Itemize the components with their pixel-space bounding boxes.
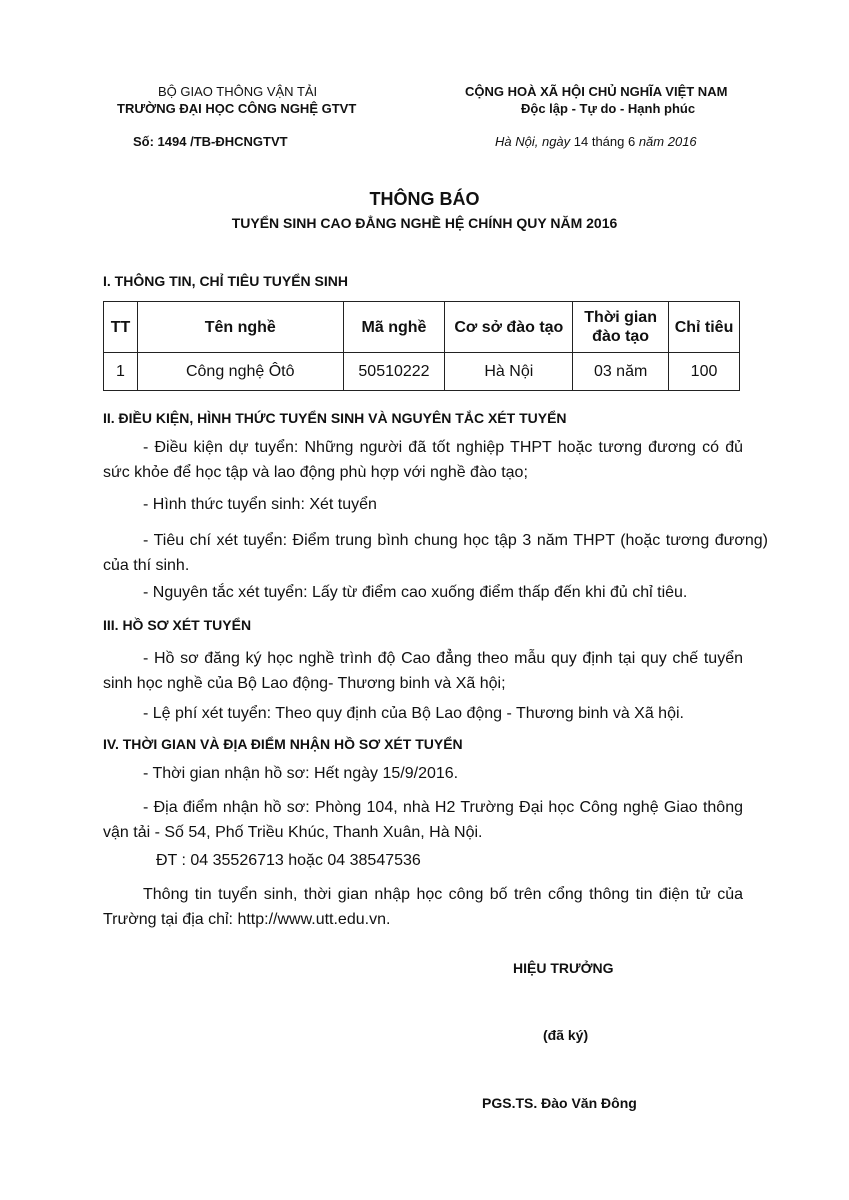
application-fee: - Lệ phí xét tuyển: Theo quy định của Bộ Lao động - Thương binh và Xã hội.	[143, 705, 684, 722]
signer-title: HIỆU TRƯỞNG	[513, 960, 614, 976]
date-day-month: 14 tháng 6	[573, 134, 639, 149]
table-cell: Hà Nội	[445, 353, 573, 391]
application-dossier: - Hồ sơ đăng ký học nghề trình độ Cao đẳng theo mẫu quy định tại quy chế tuyển sinh học nghề của Bộ Lao động- Thương binh và Xã hội;	[103, 650, 743, 692]
section-2-heading: II. ĐIỀU KIỆN, HÌNH THỨC TUYỂN SINH VÀ NGUYÊN TẮC XÉT TUYỂN	[103, 410, 567, 426]
col-header: Mã nghề	[343, 302, 445, 353]
school-name: TRƯỜNG ĐẠI HỌC CÔNG NGHỆ GTVT	[117, 101, 357, 116]
document-title: THÔNG BÁO	[369, 189, 480, 209]
col-header: Thời gian đào tạo	[573, 302, 669, 353]
nation-name: CỘNG HOÀ XÃ HỘI CHỦ NGHĨA VIỆT NAM	[465, 84, 728, 99]
table-cell: 100	[669, 353, 740, 391]
selection-principle: - Nguyên tắc xét tuyển: Lấy từ điểm cao xuống điểm thấp đến khi đủ chỉ tiêu.	[143, 584, 688, 601]
document-number: Số: 1494 /TB-ĐHCNGTVT	[133, 134, 288, 149]
admission-info: Thông tin tuyển sinh, thời gian nhập học công bố trên cổng thông tin điện tử của Trường tại địa chỉ: http://www.utt.edu.vn.	[103, 886, 743, 928]
ministry-name: BỘ GIAO THÔNG VẬN TẢI	[158, 84, 318, 99]
signed-note: (đã ký)	[543, 1027, 589, 1043]
selection-criteria: - Tiêu chí xét tuyển: Điểm trung bình chung học tập 3 năm THPT (hoặc tương đương) của thí sinh.	[103, 532, 768, 574]
table-cell: 03 năm	[573, 353, 669, 391]
national-motto: Độc lập - Tự do - Hạnh phúc	[521, 101, 696, 116]
table-cell: 1	[104, 353, 138, 391]
contact-phone: ĐT : 04 35526713 hoặc 04 38547536	[156, 852, 421, 869]
quota-table	[103, 301, 740, 391]
table-cell: Công nghệ Ôtô	[137, 353, 343, 391]
col-header: Tên nghề	[137, 302, 343, 353]
table-header-row	[104, 302, 740, 353]
admission-condition: - Điều kiện dự tuyển: Những người đã tốt nghiệp THPT hoặc tương đương có đủ sức khỏe để học tập và lao động phù hợp với nghề đào tạo;	[103, 439, 743, 481]
submission-location: - Địa điểm nhận hồ sơ: Phòng 104, nhà H2 Trường Đại học Công nghệ Giao thông vận tải - Số 54, Phố Triều Khúc, Thanh Xuân, Hà Nội.	[103, 799, 743, 841]
col-header: Cơ sở đào tạo	[445, 302, 573, 353]
document-subtitle: TUYỂN SINH CAO ĐẲNG NGHỀ HỆ CHÍNH QUY NĂM 2016	[231, 215, 618, 231]
admission-method: - Hình thức tuyển sinh: Xét tuyển	[143, 496, 377, 513]
section-3-heading: III. HỒ SƠ XÉT TUYỂN	[103, 617, 252, 633]
section-4-heading: IV. THỜI GIAN VÀ ĐỊA ĐIỂM NHẬN HỒ SƠ XÉT TUYỂN	[103, 736, 463, 752]
issue-date	[495, 133, 697, 150]
table-row	[104, 353, 740, 391]
section-1-heading: I. THÔNG TIN, CHỈ TIÊU TUYỂN SINH	[103, 273, 349, 289]
date-place: Hà Nội, ngày	[495, 134, 574, 149]
col-header: TT	[104, 302, 138, 353]
table-cell: 50510222	[343, 353, 445, 391]
date-year: năm 2016	[638, 134, 697, 149]
signer-name: PGS.TS. Đào Văn Đông	[482, 1095, 637, 1111]
submission-deadline: - Thời gian nhận hồ sơ: Hết ngày 15/9/2016.	[143, 765, 459, 782]
col-header: Chỉ tiêu	[669, 302, 740, 353]
